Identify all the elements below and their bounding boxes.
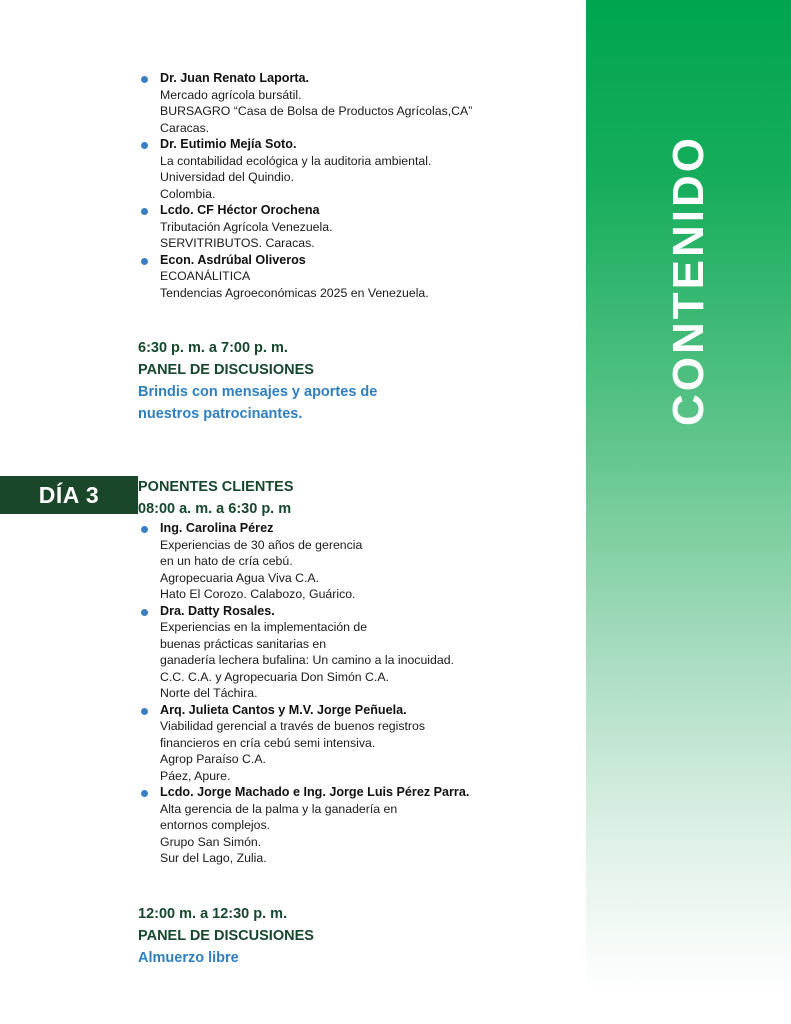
- speaker-name: Ing. Carolina Pérez: [160, 521, 274, 535]
- bullet-icon: [141, 258, 148, 265]
- speaker-detail: Tendencias Agroeconómicas 2025 en Venezuela.: [160, 285, 429, 300]
- bullet-icon: [141, 708, 148, 715]
- side-band: [586, 0, 791, 1024]
- closing-note: Almuerzo libre: [138, 949, 239, 966]
- speaker-detail: Universidad del Quindio.: [160, 170, 294, 184]
- speaker-name: Arq. Julieta Cantos y M.V. Jorge Peñuela.: [160, 702, 407, 717]
- day-tag-dia-3: [0, 476, 138, 514]
- closing-panel-title: PANEL DE DISCUSIONES: [138, 362, 314, 378]
- speaker-name: Lcdo. CF Héctor Orochena: [160, 203, 320, 217]
- closing-note-line-2: nuestros patrocinantes.: [138, 406, 303, 422]
- list-item: [138, 70, 558, 136]
- speaker-detail: Viabilidad gerencial a través de buenos registros: [160, 719, 426, 733]
- bullet-icon: [141, 142, 148, 149]
- contenido-label: CONTENIDO: [663, 134, 713, 426]
- speaker-detail: Colombia.: [160, 186, 216, 201]
- day3-content: [138, 476, 578, 969]
- speaker-name: Dr. Eutimio Mejía Soto.: [160, 137, 297, 151]
- closing-note-line-1: Brindis con mensajes y aportes de: [138, 384, 378, 400]
- speaker-name: Econ. Asdrúbal Oliveros: [160, 252, 306, 267]
- day2-speaker-list: [138, 70, 558, 301]
- speaker-detail: Agropecuaria Agua Viva C.A.: [160, 570, 320, 585]
- bullet-icon: [141, 208, 148, 215]
- bullet-icon: [141, 609, 148, 616]
- speaker-detail: Experiencias en la implementación de: [160, 620, 368, 634]
- speaker-detail: BURSAGRO “Casa de Bolsa de Productos Agrícolas,CA”: [160, 104, 473, 118]
- speaker-detail: entornos complejos.: [160, 818, 271, 832]
- list-item: [138, 520, 578, 603]
- speaker-detail: ganadería lechera bufalina: Un camino a la inocuidad.: [160, 653, 454, 667]
- speaker-detail: en un hato de cría cebú.: [160, 554, 293, 568]
- side-band-title: [586, 0, 791, 560]
- speaker-detail: Alta gerencia de la palma y la ganadería en: [160, 801, 398, 816]
- speaker-detail: Experiencias de 30 años de gerencia: [160, 537, 363, 552]
- list-item: [138, 603, 578, 702]
- day3-time-range: 08:00 a. m. a 6:30 p. m: [138, 501, 292, 517]
- speaker-detail: Grupo San Simón.: [160, 834, 262, 849]
- speaker-detail: Hato El Corozo. Calabozo, Guárico.: [160, 587, 356, 601]
- bullet-icon: [141, 790, 148, 797]
- speaker-detail: C.C. C.A. y Agropecuaria Don Simón C.A.: [160, 669, 389, 684]
- speaker-name: Lcdo. Jorge Machado e Ing. Jorge Luis Pérez Parra.: [160, 785, 470, 799]
- speaker-detail: La contabilidad ecológica y la auditoria ambiental.: [160, 153, 432, 168]
- speaker-detail: SERVITRIBUTOS. Caracas.: [160, 236, 315, 250]
- speaker-detail: ECOANÁLITICA: [160, 269, 251, 283]
- spacer: [138, 301, 558, 337]
- closing-time: 12:00 m. a 12:30 p. m.: [138, 905, 288, 922]
- speaker-detail: Norte del Táchira.: [160, 686, 258, 700]
- day3-speaker-list: [138, 520, 578, 867]
- day2-content: [138, 70, 558, 425]
- list-item: [138, 702, 578, 785]
- speaker-detail: Tributación Agrícola Venezuela.: [160, 219, 333, 234]
- speaker-name: Dra. Datty Rosales.: [160, 603, 275, 618]
- bullet-icon: [141, 526, 148, 533]
- speaker-name: Dr. Juan Renato Laporta.: [160, 71, 310, 85]
- speaker-detail: Caracas.: [160, 120, 210, 135]
- day3-closing-block: [138, 903, 578, 969]
- closing-time: 6:30 p. m. a 7:00 p. m.: [138, 340, 288, 356]
- day-tag-label: DÍA 3: [38, 481, 100, 508]
- speaker-detail: Mercado agrícola bursátil.: [160, 87, 302, 102]
- day2-closing-block: [138, 337, 558, 425]
- list-item: [138, 202, 558, 252]
- closing-panel-title: PANEL DE DISCUSIONES: [138, 927, 314, 944]
- speaker-detail: Sur del Lago, Zulia.: [160, 851, 267, 865]
- speaker-detail: Agrop Paraíso C.A.: [160, 752, 266, 766]
- list-item: [138, 784, 578, 867]
- day3-section-title: PONENTES CLIENTES: [138, 479, 294, 495]
- bullet-icon: [141, 76, 148, 83]
- spacer: [138, 867, 578, 903]
- speaker-detail: financieros en cría cebú semi intensiva.: [160, 735, 376, 750]
- speaker-detail: buenas prácticas sanitarias en: [160, 636, 327, 651]
- list-item: [138, 252, 558, 302]
- speaker-detail: Páez, Apure.: [160, 768, 231, 783]
- list-item: [138, 136, 558, 202]
